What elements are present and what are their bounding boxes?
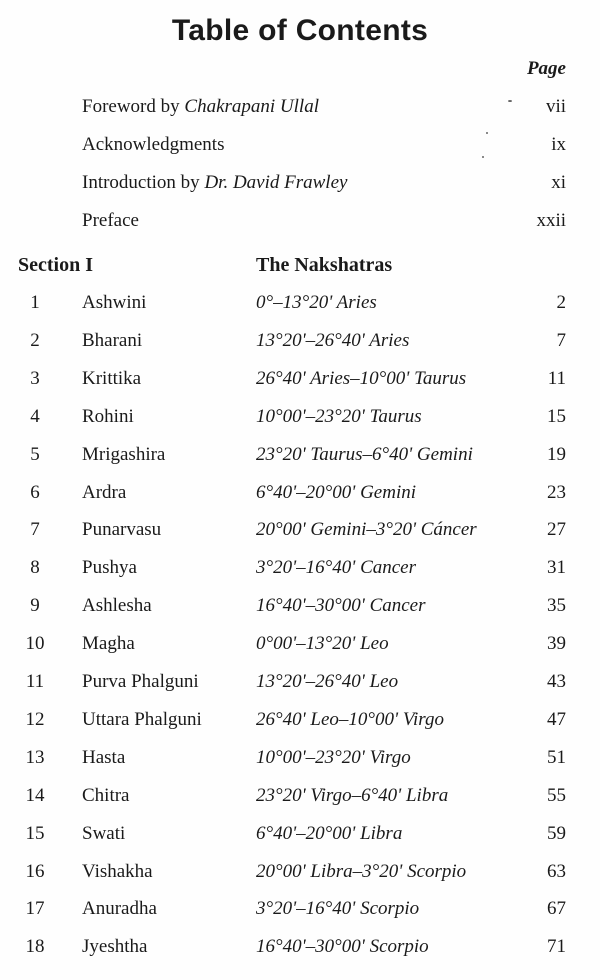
entry-page-number: 59 [547, 823, 566, 844]
paper-speck [482, 156, 484, 158]
entry-name: Magha [82, 633, 135, 654]
entry-page-number: 2 [556, 292, 566, 313]
entry-name: Vishakha [82, 861, 153, 882]
entry-page-number: 19 [547, 444, 566, 465]
entry-number: 17 [25, 898, 45, 919]
toc-entry[interactable] [0, 861, 600, 887]
toc-entry[interactable] [0, 330, 600, 356]
toc-entry[interactable] [0, 633, 600, 659]
entry-name: Ashlesha [82, 595, 152, 616]
entry-degree-range: 13°20'–26°40' Leo [256, 671, 399, 692]
entry-degree-range: 26°40' Leo–10°00' Virgo [256, 709, 444, 730]
entry-degree-range: 6°40'–20°00' Gemini [256, 482, 417, 503]
front-matter-label [82, 210, 139, 232]
toc-entry[interactable] [0, 406, 600, 432]
entry-number: 13 [25, 747, 45, 768]
entry-name: Chitra [82, 785, 130, 806]
entry-page-number: 35 [547, 595, 566, 616]
entry-degree-range: 6°40'–20°00' Libra [256, 823, 403, 844]
paper-speck [486, 132, 488, 134]
entry-name: Uttara Phalguni [82, 709, 202, 730]
toc-entry[interactable] [0, 368, 600, 394]
entry-number: 9 [30, 595, 40, 616]
entry-name: Pushya [82, 557, 137, 578]
toc-entry[interactable] [0, 557, 600, 583]
entry-name: Punarvasu [82, 519, 162, 540]
toc-entry[interactable] [0, 444, 600, 470]
toc-entry[interactable] [0, 482, 600, 508]
entry-page-number: 11 [547, 368, 566, 389]
entry-name: Swati [82, 823, 126, 844]
entry-page-number: 43 [547, 671, 566, 692]
front-matter-text: Introduction by [82, 172, 205, 193]
entry-degree-range: 3°20'–16°40' Scorpio [256, 898, 420, 919]
entry-number: 7 [30, 519, 40, 540]
entry-degree-range: 10°00'–23°20' Virgo [256, 747, 411, 768]
entry-name: Ashwini [82, 292, 147, 313]
entry-name: Mrigashira [82, 444, 166, 465]
front-matter-item[interactable] [82, 172, 566, 196]
front-matter-page-number: ix [551, 134, 566, 155]
front-matter-item[interactable] [82, 210, 566, 234]
entry-page-number: 67 [547, 898, 566, 919]
entry-page-number: 39 [547, 633, 566, 654]
entry-number: 11 [25, 671, 45, 692]
entry-page-number: 31 [547, 557, 566, 578]
entry-name: Anuradha [82, 898, 157, 919]
entry-number: 12 [25, 709, 45, 730]
toc-entry[interactable] [0, 519, 600, 545]
entry-degree-range: 23°20' Taurus–6°40' Gemini [256, 444, 473, 465]
entry-degree-range: 20°00' Libra–3°20' Scorpio [256, 861, 467, 882]
front-matter-page-number: xxii [536, 210, 566, 231]
entry-name: Ardra [82, 482, 127, 503]
entry-number: 16 [25, 861, 45, 882]
entry-degree-range: 23°20' Virgo–6°40' Libra [256, 785, 449, 806]
entry-degree-range: 0°00'–13°20' Leo [256, 633, 389, 654]
front-matter-item[interactable] [82, 96, 566, 120]
front-matter-page-number: vii [545, 96, 566, 117]
toc-entry[interactable] [0, 747, 600, 773]
entry-degree-range: 16°40'–30°00' Cancer [256, 595, 426, 616]
entry-degree-range: 13°20'–26°40' Aries [256, 330, 410, 351]
entry-number: 3 [30, 368, 40, 389]
toc-entry[interactable] [0, 785, 600, 811]
entry-degree-range: 20°00' Gemini–3°20' Cáncer [256, 519, 477, 540]
entry-number: 5 [30, 444, 40, 465]
front-matter-label [82, 134, 224, 156]
toc-entry[interactable] [0, 823, 600, 849]
entry-number: 18 [25, 936, 45, 957]
entry-name: Krittika [82, 368, 142, 389]
front-matter-author: Dr. David Frawley [204, 172, 348, 193]
entry-page-number: 63 [547, 861, 566, 882]
entry-degree-range: 16°40'–30°00' Scorpio [256, 936, 429, 957]
entry-number: 14 [25, 785, 45, 806]
entry-name: Purva Phalguni [82, 671, 199, 692]
entry-name: Jyeshtha [82, 936, 148, 957]
entry-degree-range: 10°00'–23°20' Taurus [256, 406, 422, 427]
toc-entry[interactable] [0, 709, 600, 735]
entry-page-number: 27 [547, 519, 566, 540]
entry-number: 6 [30, 482, 40, 503]
toc-entry[interactable] [0, 595, 600, 621]
entry-degree-range: 26°40' Aries–10°00' Taurus [256, 368, 467, 389]
entry-number: 10 [25, 633, 45, 654]
toc-entry[interactable] [0, 898, 600, 924]
entry-number: 1 [30, 292, 40, 313]
entry-page-number: 47 [547, 709, 566, 730]
entry-degree-range: 3°20'–16°40' Cancer [256, 557, 417, 578]
front-matter-author: Chakrapani Ullal [184, 96, 319, 117]
entry-number: 15 [25, 823, 45, 844]
front-matter-item[interactable] [82, 134, 566, 158]
entry-name: Bharani [82, 330, 143, 351]
entry-number: 4 [30, 406, 40, 427]
entry-degree-range: 0°–13°20' Aries [256, 292, 377, 313]
page-column-heading: Page [526, 58, 566, 79]
entry-page-number: 7 [556, 330, 566, 351]
entry-page-number: 51 [547, 747, 566, 768]
front-matter-label [82, 172, 347, 194]
entry-number: 2 [30, 330, 40, 351]
entry-page-number: 23 [547, 482, 566, 503]
entry-page-number: 15 [547, 406, 566, 427]
section-title: The Nakshatras [256, 254, 393, 276]
entry-name: Rohini [82, 406, 134, 427]
entry-name: Hasta [82, 747, 126, 768]
entry-page-number: 71 [547, 936, 566, 957]
front-matter-page-number: xi [551, 172, 566, 193]
entry-number: 8 [30, 557, 40, 578]
page-title: Table of Contents [171, 14, 429, 47]
entry-page-number: 55 [547, 785, 566, 806]
section-label: Section I [18, 254, 93, 276]
front-matter-label [82, 96, 319, 118]
front-matter-text: Preface [82, 210, 139, 231]
toc-entry[interactable] [0, 671, 600, 697]
front-matter-text: Foreword by [82, 96, 185, 117]
toc-entry[interactable] [0, 936, 600, 962]
front-matter-text: Acknowledgments [82, 134, 225, 155]
paper-speck [508, 100, 512, 102]
toc-entry[interactable] [0, 292, 600, 318]
